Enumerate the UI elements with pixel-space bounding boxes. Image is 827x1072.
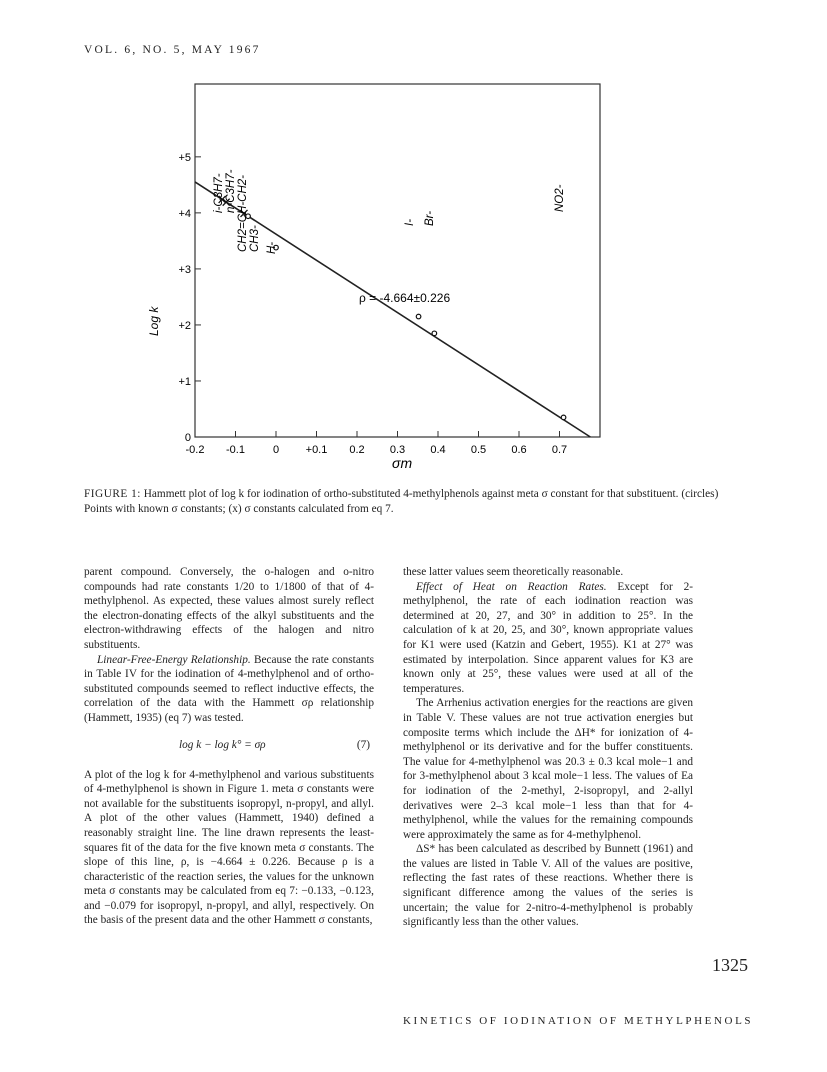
equation-7 <box>84 738 374 756</box>
x-tick-label: 0.3 <box>389 444 406 456</box>
y-tick-label: +1 <box>178 375 191 388</box>
paragraph-text: Except for 2-methylphenol, the rate of each iodination reaction was determined at 20, 27, and 30° in addition to 25°. In the calculation of k at 20, 25, and 30°, known appropriate values for K1 were used (Katzin and Gebert, 1955). K1 at 27° was estimated by interpolation. Since apparent values for K3 are known only at 25°, these values were used at all of the temperatures. <box>403 580 693 695</box>
point-label-allyl: CH2=CH-CH2- <box>237 175 249 252</box>
rho-annotation: ρ = -4.664±0.226 <box>359 291 451 305</box>
right-column <box>403 565 693 930</box>
x-tick-label: 0.6 <box>511 444 527 456</box>
y-tick-label: +4 <box>178 207 191 220</box>
circle-marker-point <box>561 415 566 420</box>
running-foot: KINETICS OF IODINATION OF METHYLPHENOLS <box>403 1015 754 1027</box>
x-tick-label: 0.7 <box>551 444 568 456</box>
point-label-iodo: I- <box>404 218 416 226</box>
point-label-n-propyl: n-C3H7- <box>225 169 237 213</box>
paragraph <box>403 580 693 697</box>
hammett-plot <box>0 0 827 500</box>
running-head: VOL. 6, NO. 5, MAY 1967 <box>84 44 261 56</box>
paragraph: parent compound. Conversely, the o-halogen and o-nitro compounds had rate constants 1/20 to 1/1800 of that of 4-methylphenol. As expected, these values almost surely reflect the electron-donating effects of the alkyl substituents and the electron-withdrawing effects of the halogen and nitro substituents. <box>84 566 374 651</box>
paragraph: these latter values seem theoretically reasonable. <box>403 566 624 578</box>
y-tick-label: 0 <box>184 432 191 444</box>
point-label-methyl: CH3- <box>249 225 261 252</box>
equation-number: (7) <box>356 738 370 751</box>
caption-text: Hammett plot of log k for iodination of ortho-substituted 4-methylphenols against meta σ constant for that substituent. (circles) Points with known σ constants; (x) σ constants calculated from eq 7. <box>84 488 719 515</box>
point-label-isopropyl: i-C3H7- <box>213 173 225 213</box>
y-axis-title: Log k <box>147 306 161 336</box>
x-tick-label: 0 <box>272 444 280 456</box>
caption-label: FIGURE 1: <box>84 488 141 500</box>
paragraph: ΔS* has been calculated as described by Bunnett (1961) and the values are listed in Table V. All of the values are positive, reflecting the fast rates of these reactions. Whether there is significant difference among the values of the series is uncertain; the value for 2-nitro-4-methylphenol is probably significantly less than the other values. <box>403 843 693 929</box>
x-tick-label: 0.4 <box>430 444 446 456</box>
paragraph <box>84 653 374 726</box>
section-heading: Effect of Heat on Reaction Rates. <box>416 580 607 593</box>
equation-body: log k − log k° = σρ <box>179 738 266 751</box>
paragraph: The Arrhenius activation energies for the reactions are given in Table V. These values are not true activation energies but composite terms which include the ΔH* for ionization of 4-methylphenol or its derivative and for the buffer constituents. The value for 4-methylphenol was 20.3 ± 0.3 kcal mole−1 and for 3-methylphenol about 3 kcal mole−1 less. The values of Ea for iodination of the 2-methyl, 2-isopropyl, and 2-allyl derivatives were 2–3 kcal mole−1 less than that for 4-methylphenol, while the values for the remaining compounds were approximately the same as for 4-methylphenol. <box>403 697 693 841</box>
x-tick-label: -0.1 <box>226 444 245 456</box>
figure-caption <box>84 487 744 517</box>
point-label-hydrogen: H- <box>266 241 278 254</box>
circle-marker-point <box>416 314 421 319</box>
x-tick-label: -0.2 <box>185 444 205 456</box>
y-tick-label: +5 <box>178 151 191 164</box>
least-squares-line <box>195 182 590 437</box>
section-heading: Linear-Free-Energy Relationship. <box>97 653 251 666</box>
circle-marker-point <box>432 331 437 336</box>
x-axis-title: σm <box>392 455 413 471</box>
x-tick-label: 0.2 <box>349 444 365 456</box>
page-number: 1325 <box>712 955 748 975</box>
y-tick-label: +3 <box>178 263 191 276</box>
y-tick-label: +2 <box>178 319 191 332</box>
plot-frame <box>195 84 600 437</box>
paragraph: A plot of the log k for 4-methylphenol and various substituents of 4-methylphenol is shown in Figure 1. meta σ constants were not available for the substituents isopropyl, n-propyl, and allyl. A plot of the other values (Hammett, 1940) defined a reasonably straight line. The line drawn represents the least-squares fit of the data for the five known meta σ constants. The slope of this line, ρ, is −4.664 ± 0.226. Because ρ is a characteristic of the reaction series, the values for the unknown meta σ constants may be calculated from eq 7: −0.133, −0.123, and −0.079 for isopropyl, n-propyl, and allyl, respectively. On the basis of the present data and the other Hammett σ constants, <box>84 768 374 927</box>
point-label-nitro: NO2- <box>554 184 566 212</box>
figure-1 <box>0 0 827 500</box>
paragraph-text: Because the rate constants in Table IV for the iodination of 4-methylphenol and of ortho-substituted compounds seemed to reflect inductive effects, the correlation of the data with the Hammett σρ relationship (Hammett, 1935) (eq 7) was tested. <box>84 653 375 724</box>
x-tick-label: 0.5 <box>470 444 487 456</box>
x-tick-label: +0.1 <box>305 444 328 456</box>
left-column <box>84 565 374 928</box>
point-label-bromo: Br- <box>424 210 436 226</box>
